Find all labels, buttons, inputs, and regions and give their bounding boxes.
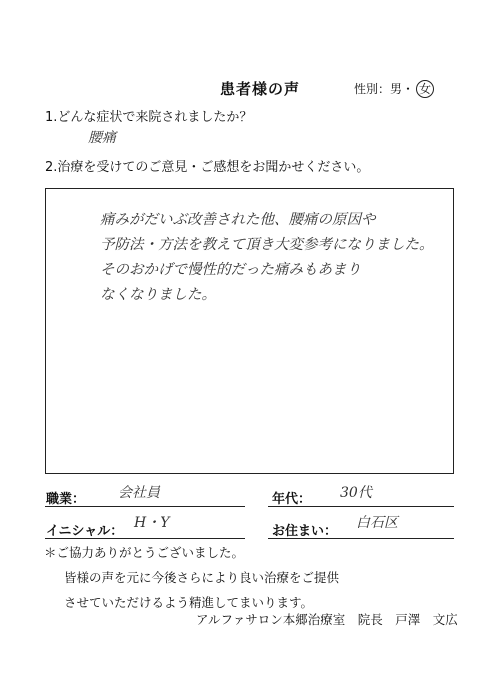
- comment-line: 予防法・方法を教えて頂き大変参考になりました。: [100, 237, 434, 253]
- residence-value: 白石区: [356, 515, 398, 531]
- footer-message-2: させていただけるよう精進してまいります。: [64, 595, 314, 610]
- thanks-note: ＊ご協力ありがとうございました。: [44, 545, 245, 560]
- occupation-underline: [45, 506, 245, 507]
- residence-underline: [268, 538, 454, 539]
- residence-label: お住まい：: [272, 524, 338, 539]
- comment-text: [100, 208, 445, 308]
- age-label: 年代：: [272, 492, 312, 507]
- question-2: 2.治療を受けてのご意見・ご感想をお聞かせください。: [45, 160, 370, 175]
- gender-label: 性別：男・: [354, 82, 415, 96]
- age-underline: [268, 506, 454, 507]
- comment-line: そのおかげで慢性的だった痛みもあまり: [100, 262, 361, 278]
- initials-label: イニシャル：: [46, 524, 124, 539]
- comment-line: 痛みがだいぶ改善された他、腰痛の原因や: [100, 212, 376, 228]
- page-title: 患者様の声: [220, 80, 301, 98]
- gender-selected-circle: 女: [416, 80, 434, 98]
- question-1: 1.どんな症状で来院されましたか？: [45, 110, 253, 125]
- footer-message-1: 皆様の声を元に今後さらにより良い治療をご提供: [64, 570, 340, 585]
- initials-underline: [45, 538, 245, 539]
- comment-line: なくなりました。: [100, 287, 216, 303]
- age-value: 30代: [340, 485, 372, 501]
- answer-1: 腰痛: [88, 130, 116, 146]
- gender-field: [354, 80, 434, 98]
- occupation-value: 会社員: [118, 485, 160, 501]
- occupation-label: 職業：: [46, 492, 86, 507]
- clinic-signature: アルファサロン本郷治療室 院長 戸澤 文広: [196, 612, 458, 627]
- initials-value: H・Y: [134, 515, 170, 531]
